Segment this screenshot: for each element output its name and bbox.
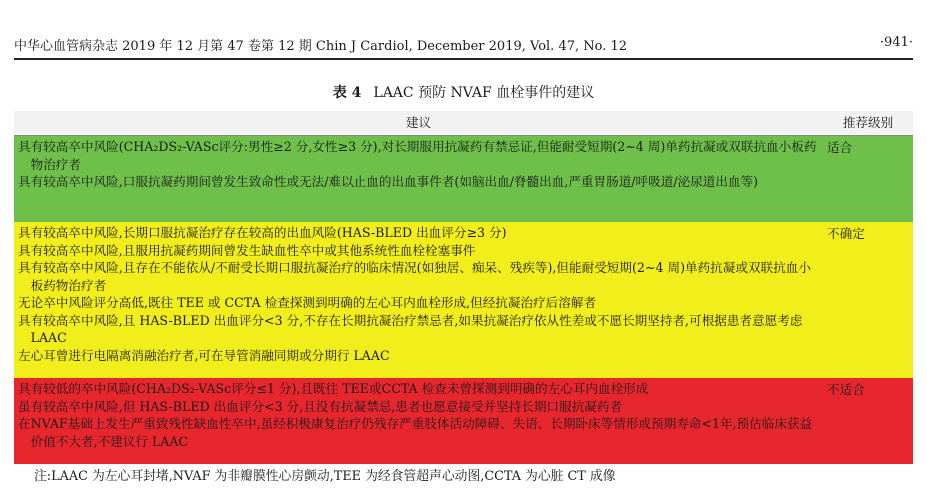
recommendation-item: 具有较高卒中风险,且存在不能依从/不耐受长期口服抗凝治疗的临床情况(如独居、痴呆、残疾等),但能耐受短期(2~4 周)单药抗凝或双联抗血小板药物治疗者: [18, 260, 811, 293]
page-number: ·941·: [879, 35, 913, 50]
recommendation-item: 具有较高卒中风险(CHA₂DS₂-VASc评分:男性≥2 分,女性≥3 分),对长期服用抗凝药有禁忌证,但能耐受短期(2~4 周)单药抗凝或双联抗血小板药物治疗者: [18, 139, 817, 172]
grade-cell: 不适合: [823, 378, 913, 464]
journal-citation: 中华心血管病杂志 2019 年 12 月第 47 卷第 12 期 Chin J Cardiol, December 2019, Vol. 47, No. 12: [14, 39, 628, 54]
recommendation-item: 具有较高卒中风险,且 HAS-BLED 出血评分<3 分,不存在长期抗凝治疗禁忌者,如果抗凝治疗依从性差或不愿长期坚持者,可根据患者意愿考虑 LAAC: [18, 312, 803, 345]
recommendation-item: 具有较高卒中风险,口服抗凝药期间曾发生致命性或无法/难以止血的出血事件者(如脑出血/脊髓出血,严重胃肠道/呼吸道/泌尿道出血等): [18, 174, 759, 189]
grade-cell: 适合: [823, 136, 913, 223]
recommendation-cell: [14, 136, 823, 223]
row-suitable: [14, 136, 913, 223]
recommendation-cell: [14, 378, 823, 464]
recommendation-item: 无论卒中风险评分高低,既往 TEE 或 CCTA 检查探测到明确的左心耳内血栓形成,但经抗凝治疗后溶解者: [18, 295, 597, 310]
table-title: [0, 82, 927, 102]
column-header-recommendation: 建议: [14, 111, 823, 136]
recommendation-item: 具有较高卒中风险,且服用抗凝药期间曾发生缺血性卒中或其他系统性血栓栓塞事件: [18, 242, 476, 258]
recommendation-item: 左心耳曾进行电隔离消融治疗者,可在导管消融同期或分期行 LAAC: [18, 347, 390, 363]
table-label: 表 4: [332, 85, 362, 101]
recommendation-table: [14, 111, 913, 464]
recommendation-item: 虽有较高卒中风险,但 HAS-BLED 出血评分<3 分,且没有抗凝禁忌,患者也愿意接受并坚持长期口服抗凝药者: [18, 398, 623, 414]
recommendation-item: 具有较低的卒中风险(CHA₂DS₂-VASc评分≤1 分),且既往 TEE或CCTA 检查未曾探测到明确的左心耳内血栓形成: [18, 381, 649, 396]
recommendation-cell: [14, 222, 823, 378]
running-header: [14, 35, 913, 55]
row-uncertain: [14, 222, 913, 378]
row-unsuitable: [14, 378, 913, 464]
recommendation-item: 具有较高卒中风险,长期口服抗凝治疗存在较高的出血风险(HAS-BLED 出血评分≥3 分): [18, 225, 507, 240]
table-title-text: LAAC 预防 NVAF 血栓事件的建议: [373, 85, 595, 101]
recommendation-item: 在NVAF基础上发生严重致残性缺血性卒中,虽经积极康复治疗仍残存严重肢体活动障碍、失语、长期卧床等情形或预期寿命<1年,预估临床获益价值不大者,不建议行 LAAC: [18, 416, 813, 449]
column-header-grade: 推荐级别: [823, 111, 913, 136]
grade-cell: 不确定: [823, 222, 913, 378]
table-footnote: 注:LAAC 为左心耳封堵,NVAF 为非瓣膜性心房颤动,TEE 为经食管超声心动图,CCTA 为心脏 CT 成像: [34, 469, 616, 484]
table-header-row: [14, 111, 913, 136]
header-rule: [14, 58, 913, 60]
